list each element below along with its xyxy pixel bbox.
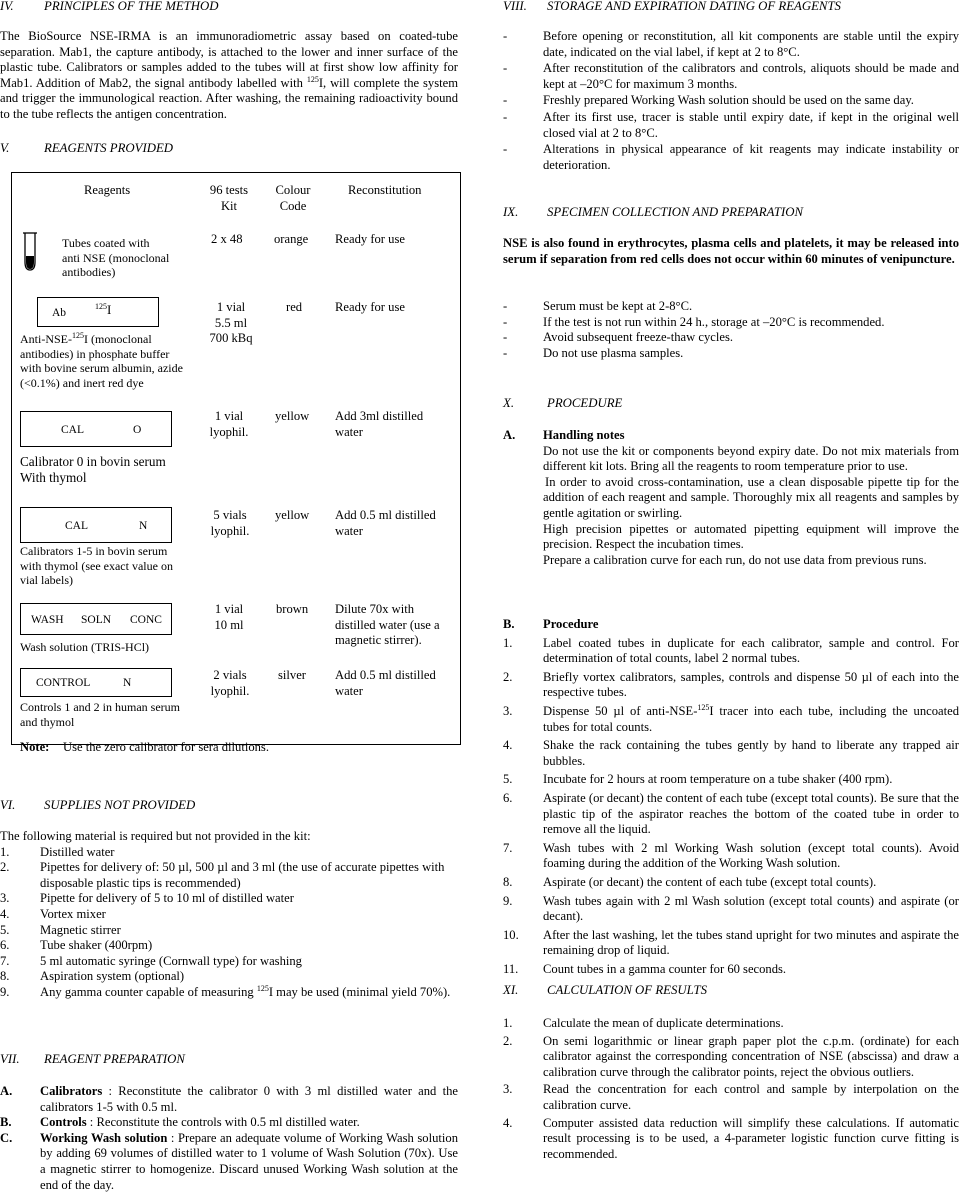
list-item: 2. Pipettes for delivery of: 50 µl, 500 µl and 3 ml (the use of accurate pipettes with disposable plastic tips is recommended) <box>0 860 445 890</box>
list-item: 4. Shake the rack containing the tubes gently by hand to liberate any trapped air bubbles. <box>503 738 959 768</box>
list-item: 5. Magnetic stirrer <box>0 922 121 937</box>
list-item: - After reconstitution of the calibrators and controls, aliquots should be made and kept at –20°C for maximum 3 months. <box>503 61 959 92</box>
colour-cal0: yellow <box>275 409 310 423</box>
list-item: 9. Wash tubes again with 2 ml Wash solution (except total counts) and aspirate (or decant). <box>503 893 959 924</box>
specimen-bold-paragraph: NSE is also found in erythrocytes, plasma cells and platelets, it may be released into serum if separation from red cells does not occur within 60 minutes of venipuncture. <box>503 236 959 266</box>
colour-tracer: red <box>286 300 303 314</box>
list-item: 9. Any gamma counter capable of measuring $^{125}$I may be used (minimal yield 70%). <box>0 983 451 999</box>
qty-control: 2 vials lyophil. <box>210 668 250 698</box>
list-item: C. Working Wash solution : Prepare an adequate volume of Working Wash solution by adding 69 volumes of distilled water to 1 volume of Wash Solution (70x). Use a magnetic stirrer to homogenize. Discard unused Working Wash solution at the end of the day. <box>0 1130 458 1192</box>
list-item: - Serum must be kept at 2-8°C. <box>503 299 959 315</box>
reagent-desc-cal0: Calibrator 0 in bovin serum With thymol <box>20 454 166 485</box>
procedure-steps: B. Procedure 1. Label coated tubes in duplicate for each calibrator, sample and control. For determination of total counts, label 2 normal tubes. 2. Briefly vortex calibrators, samples, controls and dispense 50 µl of each into the respective tubes. 3. Dispense 50 µl of anti-NSE-$^{125}$I tracer into each tube, including the uncoated tubes for total counts. 4. Shake the rack containing the tubes gently by hand to liberate any trapped air bubbles. 5. Incubate for 2 hours at room temperature on a tube shaker (400 rpm). 6. Aspirate (or decant) the content of each tube (except total counts). Be sure that the plastic tip of the aspirator reaches the bottom of the coated tube in order to remove all the liquid. 7. Wash tubes with 2 ml Working Wash solution (except total counts). Avoid foaming during the addition of the Working Wash solution. 8. Aspirate (or decant) the content of each tube (except total counts). 9. Wash tubes again with 2 ml Wash solution (except total counts) and aspirate (or decant). 10. After the last washing, let the tubes stand upright for two minutes and aspirate the remaining drop of liquid. 11. Count tubes in a gamma counter for 60 seconds. <box>503 617 959 976</box>
recon-control: Add 0.5 ml distilled water <box>335 668 436 698</box>
list-item: 5. Incubate for 2 hours at room temperature on a tube shaker (400 rpm). <box>503 772 893 787</box>
section-heading-procedure: X. PROCEDURE <box>503 396 623 410</box>
preparation-list <box>0 1084 458 1193</box>
colour-control: silver <box>278 668 306 682</box>
list-item: - Freshly prepared Working Wash solution should be used on the same day. <box>503 93 959 109</box>
principles-paragraph: The BioSource NSE-IRMA is an immunoradiometric assay based on coated-tube separation. Mab1, the capture antibody, is attached to the lower and inner surface of the plastic tube. Calibrators or samples added to the tubes will at first show low affinity for Mab1. Addition of Mab2, the signal antibody labelled with $^{125}$I, will complete the system and trigger the immunological reaction. After washing, the remaining radioactivity bound to the tube reflects the antigen concentration. <box>0 29 458 121</box>
list-item: - Before opening or reconstitution, all kit components are stable until the expiry date, indicated on the vial label, if kept at 2 to 8°C. <box>503 29 959 60</box>
list-item: 4. Vortex mixer <box>0 906 106 921</box>
list-item: A. Calibrators : Reconstitute the calibrator 0 with 3 ml distilled water and the calibrators 1-5 with 0.5 ml. <box>0 1084 458 1114</box>
qty-cal0: 1 vial lyophil. <box>209 409 249 439</box>
section-heading-reagents: V. REAGENTS PROVIDED <box>0 141 174 155</box>
qty-caln: 5 vials lyophil. <box>210 508 250 538</box>
list-item: - If the test is not run within 24 h., storage at –20°C is recommended. <box>503 315 959 331</box>
recon-tracer: Ready for use <box>335 300 405 314</box>
list-item: B. Controls : Reconstitute the controls with 0.5 ml distilled water. <box>0 1115 360 1130</box>
list-item: 4. Computer assisted data reduction will simplify these calculations. If automatic result processing is to be used, a 4-parameter logistic function curve fitting is recommended. <box>503 1115 959 1161</box>
col-header-colour: Colour Code <box>275 183 311 213</box>
note-text: Use the zero calibrator for sera dilutions. <box>63 740 269 754</box>
recon-caln: Add 0.5 ml distilled water <box>335 508 436 538</box>
list-item: 6. Aspirate (or decant) the content of each tube (except total counts). Be sure that the plastic tip of the aspirator reaches the bottom of the coated tube in order to remove all the liquid. <box>503 790 959 837</box>
list-item: 1. Distilled water <box>0 844 115 859</box>
col-header-tests: 96 tests Kit <box>209 183 249 213</box>
reagent-desc-caln: Calibrators 1-5 in bovin serum with thymol (see exact value on vial labels) <box>20 544 173 587</box>
list-item: 11. Count tubes in a gamma counter for 60 seconds. <box>503 961 787 976</box>
list-item: 6. Tube shaker (400rpm) <box>0 938 153 953</box>
colour-caln: yellow <box>275 508 310 522</box>
reagent-desc-tubes: Tubes coated with anti NSE (monoclonal antibodies) <box>62 236 170 279</box>
calculation-list <box>503 1016 959 1164</box>
note-label: Note: <box>20 740 50 754</box>
label-box-tracer: Ab $^{125}$I <box>37 297 159 327</box>
list-item: - After its first use, tracer is stable until expiry date, if kept in the original well closed vial at 2 to 8°C. <box>503 110 959 141</box>
list-item: 2. Briefly vortex calibrators, samples, controls and dispense 50 µl of each into the respective tubes. <box>503 669 959 700</box>
list-item: 7. Wash tubes with 2 ml Working Wash solution (except total counts). Avoid foaming during the addition of the Working Wash solution. <box>503 840 959 871</box>
colour-tubes: orange <box>274 232 309 246</box>
qty-wash: 1 vial 10 ml <box>214 602 244 632</box>
list-item: 7. 5 ml automatic syringe (Cornwall type) for washing <box>0 953 302 968</box>
section-heading-preparation: VII. REAGENT PREPARATION <box>0 1052 185 1066</box>
recon-cal0: Add 3ml distilled water <box>335 409 424 439</box>
specimen-list <box>503 299 959 361</box>
reagent-desc-wash: Wash solution (TRIS-HCl) <box>20 640 150 654</box>
reagent-desc-control: Controls 1 and 2 in human serum and thymol <box>20 700 180 729</box>
section-heading-supplies: VI. SUPPLIES NOT PROVIDED <box>0 798 196 812</box>
label-box-control: CONTROL N <box>20 668 172 697</box>
test-tube-icon <box>21 232 39 272</box>
handling-notes: A. Handling notes Do not use the kit or components beyond expiry date. Do not mix materials from different kit lots. Bring all the reagents to room temperature prior to use. In order to avoid cross-contamination, use a clean disposable pipette tip for the addition of each reagent and sample. Thoroughly mix all reagents and samples by gentle agitation or swirling. High precision pipettes or automated pipetting equipment will improve the precision. Respect the incubation times. Prepare a calibration curve for each run, do not use data from previous runs. <box>503 428 959 567</box>
list-item: 3. Read the concentration for each control and sample by interpolation on the calibration curve. <box>503 1082 959 1112</box>
section-heading-storage: VIII. STORAGE AND EXPIRATION DATING OF REAGENTS <box>503 0 841 13</box>
label-box-caln: CAL N <box>20 507 172 543</box>
recon-tubes: Ready for use <box>335 232 405 246</box>
list-item: 1. Label coated tubes in duplicate for each calibrator, sample and control. For determination of total counts, label 2 normal tubes. <box>503 635 959 666</box>
list-item: - Do not use plasma samples. <box>503 346 959 362</box>
qty-tracer: 1 vial 5.5 ml 700 kBq <box>209 300 253 346</box>
list-item: 8. Aspiration system (optional) <box>0 969 185 984</box>
label-box-wash: WASH SOLN CONC <box>20 603 172 635</box>
list-item: - Alterations in physical appearance of kit reagents may indicate instability or deterioration. <box>503 142 959 173</box>
label-box-cal0: CAL O <box>20 411 172 447</box>
section-heading-principles: IV. PRINCIPLES OF THE METHOD <box>0 0 219 13</box>
list-item: 3. Pipette for delivery of 5 to 10 ml of distilled water <box>0 891 294 906</box>
list-item: 8. Aspirate (or decant) the content of each tube (except total counts). <box>503 874 877 889</box>
col-header-reconstitution: Reconstitution <box>348 183 422 197</box>
list-item: 2. On semi logarithmic or linear graph paper plot the c.p.m. (ordinate) for each calibrator against the corresponding concentration of NSE (abscissa) and draw a calibration curve through the calibrator points, reject the obvious outliers. <box>503 1033 959 1079</box>
storage-list <box>503 29 959 174</box>
supplies-list: The following material is required but not provided in the kit: 1. Distilled water 2. Pipettes for delivery of: 50 µl, 500 µl and 3 ml (the use of accurate pipettes with disposable plastic tips is recommended) 3. Pipette for delivery of 5 to 10 ml of distilled water 4. Vortex mixer 5. Magnetic stirrer 6. Tube shaker (400rpm) 7. 5 ml automatic syringe (Cornwall type) for washing 8. Aspiration system (optional) 9. Any gamma counter capable of measuring $^{125}$I may be used (minimal yield 70%). <box>0 829 458 1001</box>
list-item: - Avoid subsequent freeze-thaw cycles. <box>503 330 959 346</box>
reagent-desc-tracer: Anti-NSE-$^{125}$I (monoclonal antibodies) in phosphate buffer with bovine serum albumin, azide (<0.1%) and inert red dye <box>20 331 183 390</box>
recon-wash: Dilute 70x with distilled water (use a magnetic stirrer). <box>335 602 440 648</box>
list-item: 10. After the last washing, let the tubes stand upright for two minutes and aspirate the remaining drop of liquid. <box>503 927 959 958</box>
qty-tubes: 2 x 48 <box>211 232 243 246</box>
col-header-reagents: Reagents <box>84 183 131 197</box>
section-heading-calculation: XI. CALCULATION OF RESULTS <box>503 983 707 997</box>
list-item: 3. Dispense 50 µl of anti-NSE-$^{125}$I tracer into each tube, including the uncoated tubes for total counts. <box>503 702 959 734</box>
section-heading-specimen: IX. SPECIMEN COLLECTION AND PREPARATION <box>503 205 804 219</box>
colour-wash: brown <box>276 602 309 616</box>
list-item: 1. Calculate the mean of duplicate determinations. <box>503 1016 784 1030</box>
